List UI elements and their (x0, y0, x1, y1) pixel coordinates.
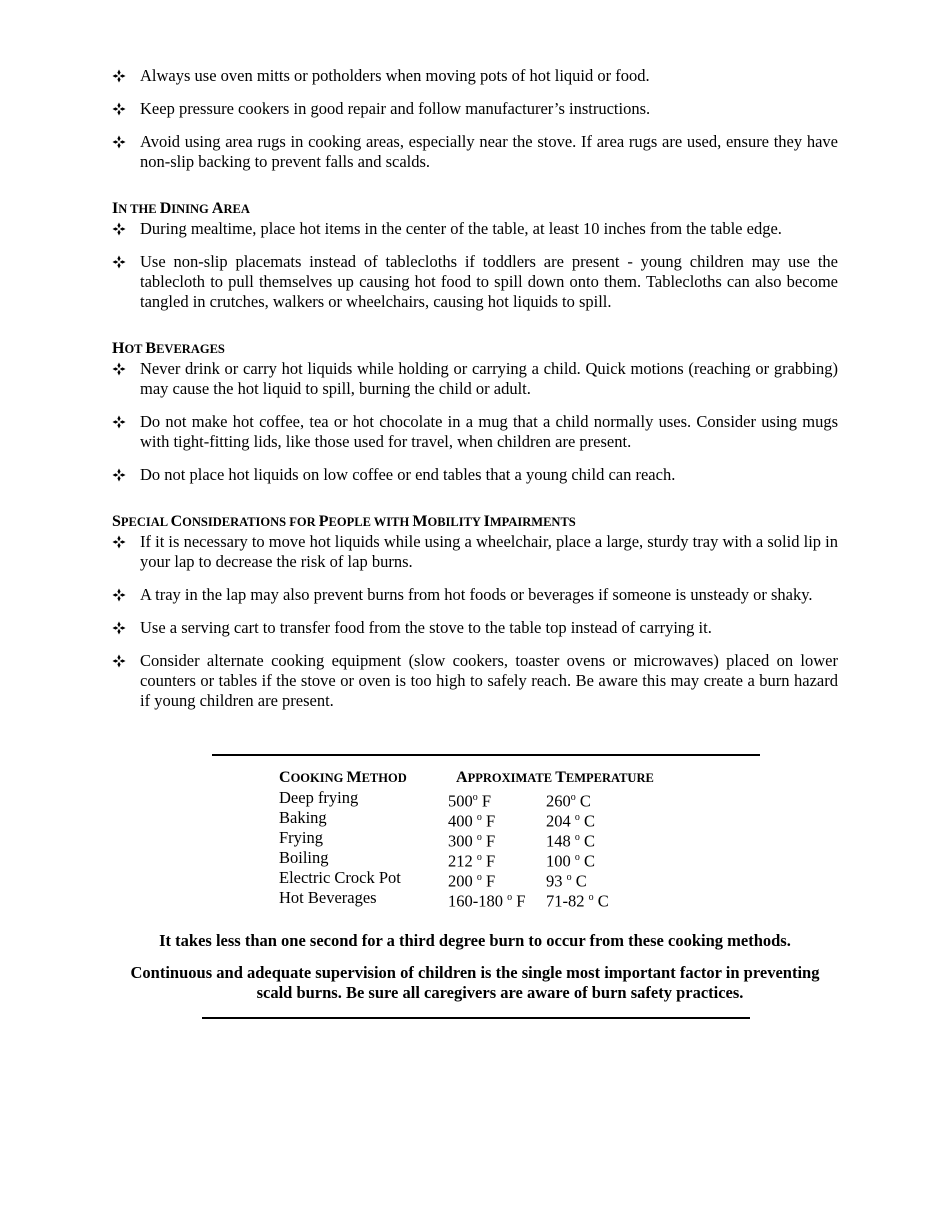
bullet-text: A tray in the lap may also prevent burns from hot foods or beverages if someone is unsteady or shaky. (140, 585, 813, 604)
bullet-text: Use non-slip placemats instead of tablecloths if toddlers are present - young children may use the tablecloth to pull themselves up causing hot food to spill down onto them. Tablecloths can also become tangled in crutches, walkers or wheelchairs, causing hot liquids to spill. (140, 252, 838, 311)
bottom-divider-rule (202, 1017, 750, 1019)
bullet-text: Do not make hot coffee, tea or hot chocolate in a mug that a child normally uses. Consider using mugs with tight-fitting lids, like those used for travel, when children are present. (140, 412, 838, 451)
bullet-text: Avoid using area rugs in cooking areas, especially near the stove. If area rugs are used, ensure they have non-slip backing to prevent falls and scalds. (140, 132, 838, 171)
list-item (112, 412, 838, 452)
table-body (279, 788, 699, 911)
list-item (112, 66, 838, 86)
table-header (279, 768, 699, 788)
table-row (279, 828, 699, 851)
list-item (112, 219, 838, 239)
column-header-temperature: APPROXIMATE TEMPERATURE (456, 769, 654, 786)
cooking-temperature-table (279, 768, 699, 911)
burn-time-note: It takes less than one second for a third degree burn to occur from these cooking methods. (159, 931, 791, 950)
list-item (112, 252, 838, 312)
cooking-method-cell: Deep frying (279, 788, 359, 807)
table-row (279, 888, 699, 911)
fahrenheit-cell: 300 $^o$ F (448, 831, 496, 851)
table-row (279, 848, 699, 871)
cooking-method-cell: Hot Beverages (279, 888, 377, 907)
four-petal-diamond-icon (112, 359, 128, 379)
list-item (112, 359, 838, 399)
cooking-method-cell: Boiling (279, 848, 329, 867)
bullet-text: Keep pressure cookers in good repair and follow manufacturer’s instructions. (140, 99, 651, 118)
list-item (112, 99, 838, 119)
bullet-text: Do not place hot liquids on low coffee or end tables that a young child can reach. (140, 465, 676, 484)
mobility-bullet-list (112, 532, 838, 711)
four-petal-diamond-icon (112, 651, 128, 671)
table-row (279, 788, 699, 811)
dining-area-heading: IN THE DINING AREA (112, 200, 250, 217)
list-item (112, 585, 838, 605)
four-petal-diamond-icon (112, 219, 128, 239)
bullet-text: Consider alternate cooking equipment (slow cookers, toaster ovens or microwaves) placed on lower counters or tables if the stove or oven is too high to safely reach. Be aware this may create a burn hazard if young children are present. (140, 651, 838, 710)
celsius-cell: 71-82 $^o$ C (546, 891, 609, 911)
top-divider-rule (212, 754, 760, 756)
hot-beverages-heading: HOT BEVERAGES (112, 340, 225, 357)
four-petal-diamond-icon (112, 465, 128, 485)
content-column (112, 66, 838, 724)
celsius-cell: 100 $^o$ C (546, 851, 596, 871)
bullet-text: If it is necessary to move hot liquids while using a wheelchair, place a large, sturdy tray with a solid lip in your lap to decrease the risk of lap burns. (140, 532, 838, 571)
beverages-bullet-list (112, 359, 838, 485)
list-item (112, 532, 838, 572)
celsius-cell: 204 $^o$ C (546, 811, 596, 831)
cooking-method-cell: Electric Crock Pot (279, 868, 401, 887)
dining-bullet-list (112, 219, 838, 312)
list-item (112, 465, 838, 485)
cooking-method-cell: Baking (279, 808, 327, 827)
four-petal-diamond-icon (112, 585, 128, 605)
four-petal-diamond-icon (112, 252, 128, 272)
supervision-note-line-2: scald burns. Be sure all caregivers are aware of burn safety practices. (256, 983, 744, 1002)
list-item (112, 618, 838, 638)
celsius-cell: 260$^o$ C (546, 791, 591, 811)
four-petal-diamond-icon (112, 66, 128, 86)
fahrenheit-cell: 200 $^o$ F (448, 871, 496, 891)
list-item (112, 651, 838, 711)
four-petal-diamond-icon (112, 618, 128, 638)
bullet-text: During mealtime, place hot items in the center of the table, at least 10 inches from the table edge. (140, 219, 782, 238)
celsius-cell: 148 $^o$ C (546, 831, 596, 851)
list-item (112, 132, 838, 172)
fahrenheit-cell: 400 $^o$ F (448, 811, 496, 831)
four-petal-diamond-icon (112, 412, 128, 432)
mobility-heading: SPECIAL CONSIDERATIONS FOR PEOPLE WITH MOBILITY IMPAIRMENTS (112, 513, 576, 530)
table-row (279, 808, 699, 831)
column-header-method: COOKING METHOD (279, 769, 407, 786)
four-petal-diamond-icon (112, 132, 128, 152)
four-petal-diamond-icon (112, 99, 128, 119)
fahrenheit-cell: 500$^o$ F (448, 791, 492, 811)
four-petal-diamond-icon (112, 532, 128, 552)
fahrenheit-cell: 212 $^o$ F (448, 851, 496, 871)
bullet-text: Use a serving cart to transfer food from the stove to the table top instead of carrying it. (140, 618, 712, 637)
fahrenheit-cell: 160-180 $^o$ F (448, 891, 526, 911)
table-row (279, 868, 699, 891)
cooking-method-cell: Frying (279, 828, 324, 847)
supervision-note-line-1: Continuous and adequate supervision of children is the single most important factor in preventing (130, 963, 820, 982)
supervision-note (112, 963, 838, 1003)
kitchen-bullet-list (112, 66, 838, 172)
bullet-text: Never drink or carry hot liquids while holding or carrying a child. Quick motions (reaching or grabbing) may cause the hot liquid to spill, burning the child or adult. (140, 359, 838, 398)
celsius-cell: 93 $^o$ C (546, 871, 587, 891)
bullet-text: Always use oven mitts or potholders when moving pots of hot liquid or food. (140, 66, 650, 85)
